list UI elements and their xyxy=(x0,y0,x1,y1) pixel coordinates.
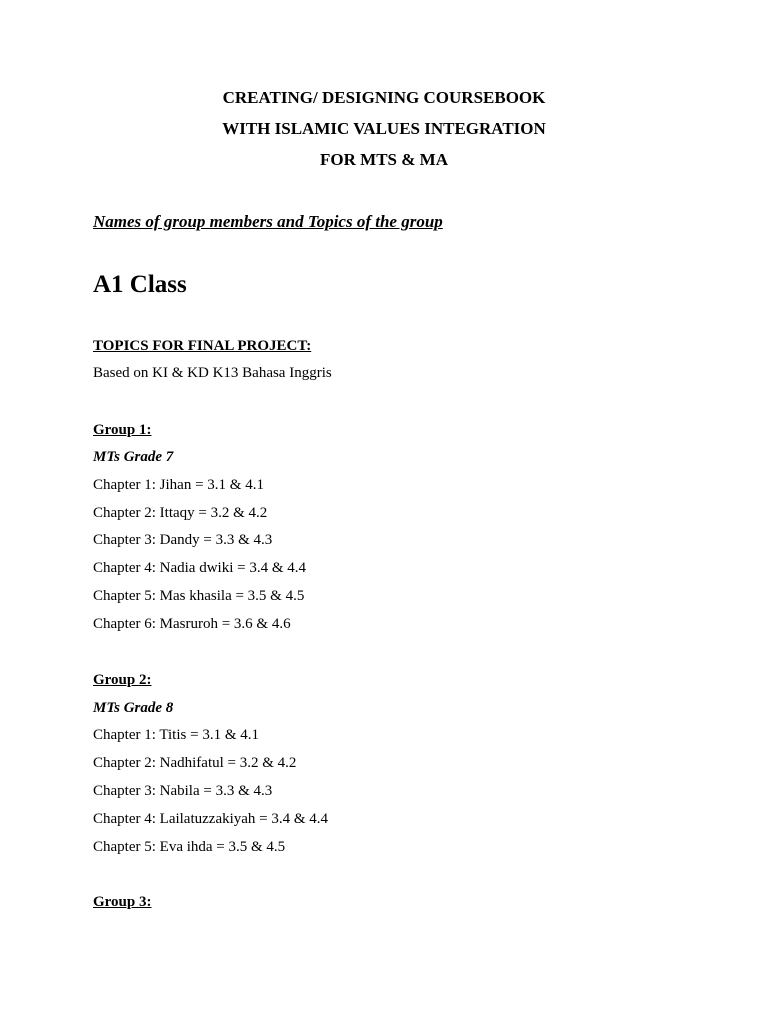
chapter-line: Chapter 1: Jihan = 3.1 & 4.1 xyxy=(93,477,264,493)
group-label: Group 3: xyxy=(93,894,152,910)
topics-label: TOPICS FOR FINAL PROJECT: xyxy=(93,338,312,354)
chapter-line: Chapter 5: Eva ihda = 3.5 & 4.5 xyxy=(93,839,286,855)
group-members-subheading: Names of group members and Topics of the group xyxy=(93,212,443,231)
group-label: Group 1: xyxy=(93,422,152,438)
chapter-line: Chapter 3: Dandy = 3.3 & 4.3 xyxy=(93,532,273,548)
group-grade: MTs Grade 7 xyxy=(93,449,174,465)
group-label: Group 2: xyxy=(93,672,152,688)
chapter-line: Chapter 4: Nadia dwiki = 3.4 & 4.4 xyxy=(93,560,307,576)
chapter-line: Chapter 2: Ittaqy = 3.2 & 4.2 xyxy=(93,505,268,521)
chapter-line: Chapter 6: Masruroh = 3.6 & 4.6 xyxy=(93,616,291,632)
group-grade: MTs Grade 8 xyxy=(93,700,174,716)
document-title-line-1: CREATING/ DESIGNING COURSEBOOK xyxy=(222,88,546,107)
document-title-line-2: WITH ISLAMIC VALUES INTEGRATION xyxy=(222,119,546,138)
chapter-line: Chapter 2: Nadhifatul = 3.2 & 4.2 xyxy=(93,755,297,771)
chapter-line: Chapter 1: Titis = 3.1 & 4.1 xyxy=(93,727,259,743)
chapter-line: Chapter 5: Mas khasila = 3.5 & 4.5 xyxy=(93,588,305,604)
chapter-line: Chapter 3: Nabila = 3.3 & 4.3 xyxy=(93,783,273,799)
topics-basis: Based on KI & KD K13 Bahasa Inggris xyxy=(93,365,332,381)
class-heading: A1 Class xyxy=(93,271,187,298)
chapter-line: Chapter 4: Lailatuzzakiyah = 3.4 & 4.4 xyxy=(93,811,329,827)
document-title-line-3: FOR MTS & MA xyxy=(320,150,448,169)
